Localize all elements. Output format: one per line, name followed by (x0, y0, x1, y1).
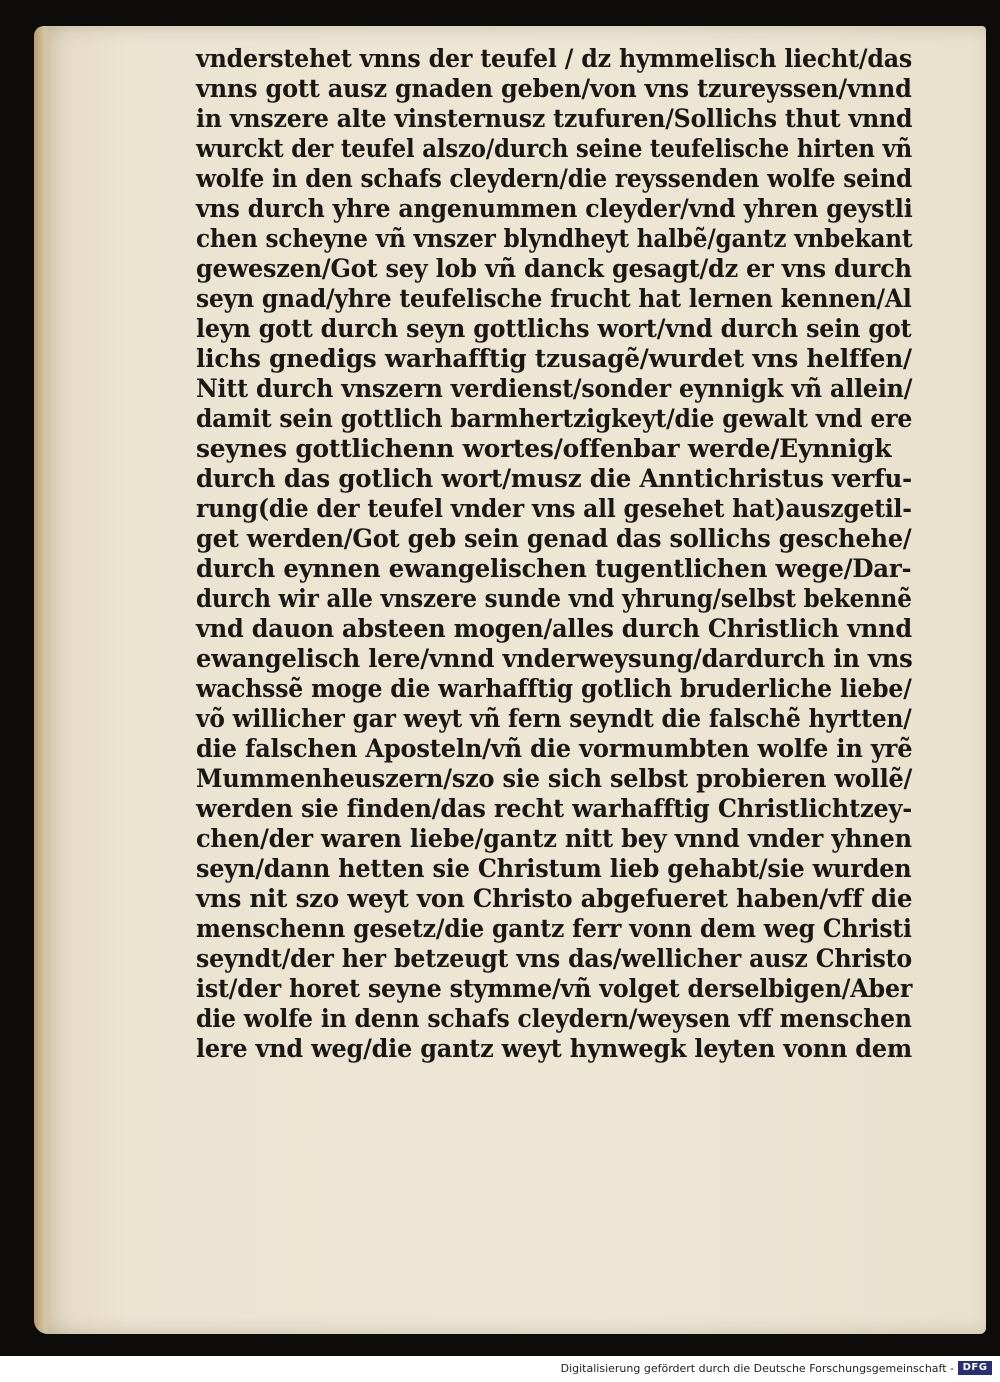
dfg-logo[interactable]: DFG (958, 1361, 992, 1375)
text-line: lichs gnedigs warhafftig tzusagẽ/wurdet vns helffen/ (196, 344, 912, 373)
text-line: wachssẽ moge die warhafftig gotlich bruderliche liebe/ (196, 674, 912, 703)
text-line: seynes gottlichenn wortes/offenbar werde/Eynnigk (196, 434, 892, 463)
text-line: vns durch yhre angenummen cleyder/vnd yhren geystli (196, 194, 913, 223)
page-gutter-edge (34, 26, 52, 1334)
text-line: ist/der horet seyne stymme/vñ volget derselbigen/Aber (196, 974, 913, 1003)
text-line: Nitt durch vnszern verdienst/sonder eynnigk vñ allein/ (196, 374, 913, 403)
text-line: menschenn gesetz/die gantz ferr vonn dem weg Christi (196, 914, 912, 943)
text-line: werden sie finden/das recht warhafftig Christlichtzey- (196, 794, 913, 823)
funding-credit: Digitalisierung gefördert durch die Deutsche Forschungsgemeinschaft - (560, 1362, 954, 1375)
text-line: lere vnd weg/die gantz weyt hynwegk leyten vonn dem (196, 1034, 913, 1063)
footer-bar (0, 1356, 1000, 1382)
text-line: damit sein gottlich barmhertzigkeyt/die gewalt vnd ere (196, 404, 913, 433)
text-line: die wolfe in denn schafs cleydern/weysen vff menschen (196, 1004, 912, 1033)
text-line: ewangelisch lere/vnnd vnderweysung/dardurch in vns (196, 644, 913, 673)
text-line: chen/der waren liebe/gantz nitt bey vnnd vnder yhnen (196, 824, 912, 853)
text-line: leyn gott durch seyn gottlichs wort/vnd durch sein got (196, 314, 912, 343)
text-line: vnns gott ausz gnaden geben/von vns tzureyssen/vnnd (196, 74, 912, 103)
text-line: die falschen Aposteln/vñ die vormumbten wolfe in yrẽ (196, 734, 913, 763)
text-line: Mummenheuszern/szo sie sich selbst probieren wollẽ/ (196, 764, 913, 793)
page-text-block (196, 44, 916, 1064)
text-line: wurckt der teufel alszo/durch seine teufelische hirten vñ (196, 134, 913, 163)
text-line: get werden/Got geb sein genad das sollichs geschehe/ (196, 524, 912, 553)
text-line: võ willicher gar weyt vñ fern seyndt die falschẽ hyrtten/ (196, 704, 912, 733)
text-line: geweszen/Got sey lob vñ danck gesagt/dz er vns durch (196, 254, 912, 283)
text-line: vns nit szo weyt von Christo abgefueret haben/vff die (196, 884, 913, 913)
text-line: wolfe in den schafs cleydern/die reyssenden wolfe seind (196, 164, 913, 193)
text-line: chen scheyne vñ vnszer blyndheyt halbẽ/gantz vnbekant (196, 224, 913, 253)
text-line: in vnszere alte vinsternusz tzufuren/Sollichs thut vnnd (196, 104, 913, 133)
text-line: durch wir alle vnszere sunde vnd yhrung/selbst bekennẽ (196, 584, 912, 613)
text-line: durch das gotlich wort/musz die Anntichristus verfu- (196, 464, 913, 493)
text-line: vnderstehet vnns der teufel / dz hymmelisch liecht/das (196, 44, 913, 73)
text-line: seyn/dann hetten sie Christum lieb gehabt/sie wurden (196, 854, 912, 883)
text-line: vnd dauon absteen mogen/alles durch Christlich vnnd (196, 614, 912, 643)
text-line: durch eynnen ewangelischen tugentlichen wege/Dar- (196, 554, 912, 583)
text-line: seyn gnad/yhre teufelische frucht hat lernen kennen/Al (196, 284, 912, 313)
text-line: seyndt/der her betzeugt vns das/wellicher ausz Christo (196, 944, 912, 973)
text-line: rung(die der teufel vnder vns all gesehet hat)auszgetil- (196, 494, 912, 523)
